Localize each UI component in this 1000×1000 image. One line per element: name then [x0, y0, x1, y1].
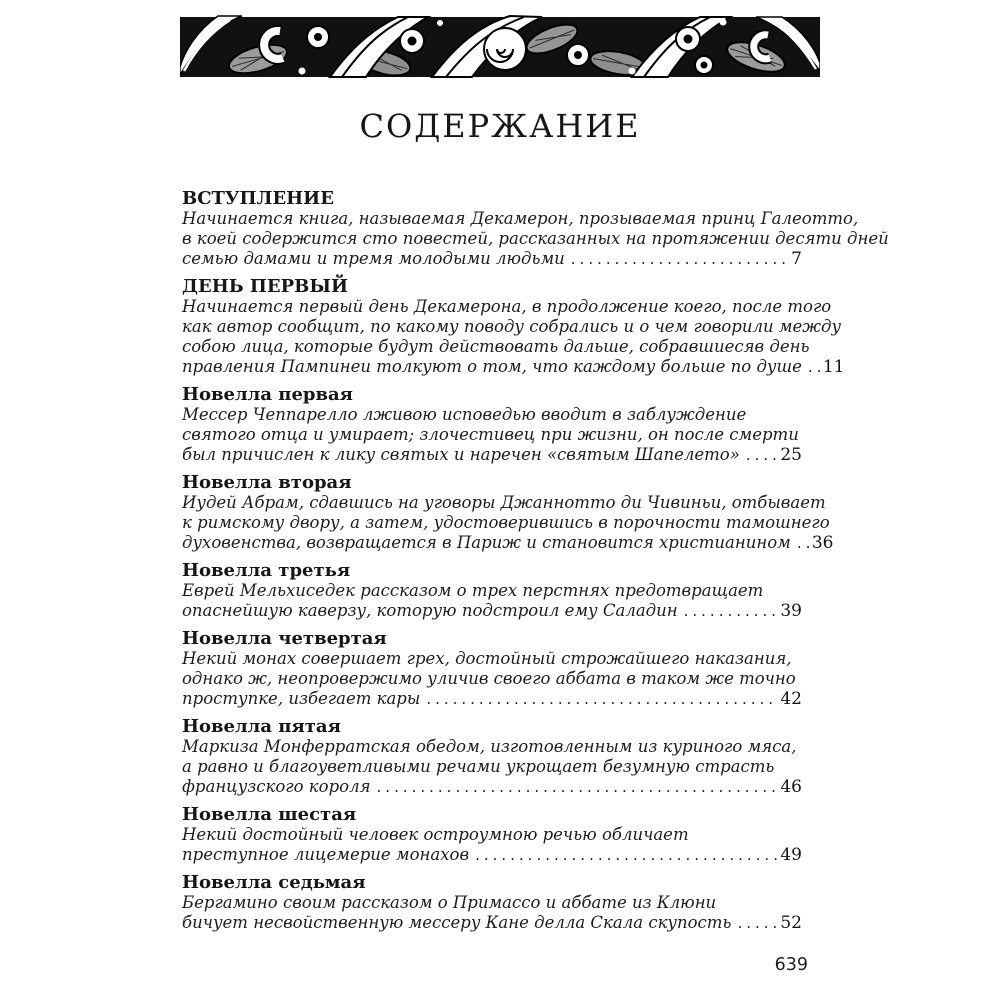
- entry-heading: ВСТУПЛЕНИЕ: [182, 188, 334, 209]
- toc-entry: [182, 188, 889, 269]
- entry-line: как автор сообщит, по какому поводу собрались и о чем говорили между: [182, 317, 842, 336]
- entry-page-number: 39: [780, 601, 802, 621]
- entry-page-number: 11: [822, 357, 845, 377]
- dot-leader: [808, 357, 820, 377]
- entry-line-text: семью дамами и тремя молодыми людьми: [182, 249, 565, 268]
- toc-entries: [182, 188, 889, 933]
- entry-lines: [182, 893, 802, 933]
- entry-heading: Новелла седьмая: [182, 872, 366, 893]
- entry-heading: ДЕНЬ ПЕРВЫЙ: [182, 276, 348, 297]
- entry-lines: [182, 581, 802, 621]
- entry-last-line: [182, 913, 802, 933]
- entry-heading: Новелла первая: [182, 384, 353, 405]
- entry-heading: Новелла четвертая: [182, 628, 387, 649]
- entry-line: собою лица, которые будут действовать дальше, собравшиесяв день: [182, 337, 810, 356]
- entry-line: Начинается первый день Декамерона, в продолжение коего, после того: [182, 297, 832, 316]
- entry-page-number: 7: [791, 249, 802, 269]
- page-title: СОДЕРЖАНИЕ: [359, 107, 641, 146]
- entry-lines: [182, 649, 802, 709]
- entry-last-line: [182, 777, 802, 797]
- entry-line-text: правления Пампинеи толкуют о том, что каждому больше по душе: [182, 357, 802, 376]
- floral-woodcut-band-icon: [180, 10, 820, 86]
- entry-heading: Новелла вторая: [182, 472, 352, 493]
- entry-lines: [182, 209, 889, 269]
- dot-leader: [746, 445, 778, 465]
- dot-leader: [475, 845, 777, 865]
- entry-last-line: [182, 601, 802, 621]
- entry-heading: Новелла пятая: [182, 716, 341, 737]
- entry-lines: [182, 493, 834, 553]
- entry-line: Некий монах совершает грех, достойный строжайшего наказания,: [182, 649, 792, 668]
- toc-entry: [182, 384, 802, 465]
- entry-lines: [182, 297, 845, 377]
- entry-last-line: [182, 357, 845, 377]
- toc-entry: [182, 472, 834, 553]
- entry-line: однако ж, неопровержимо уличив своего аббата в таком же точно: [182, 669, 796, 688]
- dot-leader: [377, 777, 778, 797]
- entry-line: Бергамино своим рассказом о Примассо и аббате из Клюни: [182, 893, 717, 912]
- entry-page-number: 46: [780, 777, 802, 797]
- entry-line-text: духовенства, возвращается в Париж и становится христианином: [182, 533, 791, 552]
- entry-line-text: проступке, избегает кары: [182, 689, 421, 708]
- entry-page-number: 25: [780, 445, 802, 465]
- entry-line: Еврей Мельхиседек рассказом о трех перстнях предотвращает: [182, 581, 764, 600]
- toc-entry: [182, 560, 802, 621]
- entry-line: к римскому двору, а затем, удостоверившись в порочности тамошнего: [182, 513, 830, 532]
- entry-heading: Новелла третья: [182, 560, 351, 581]
- entry-lines: [182, 737, 802, 797]
- entry-heading: Новелла шестая: [182, 804, 357, 825]
- entry-last-line: [182, 533, 834, 553]
- dot-leader: [571, 249, 788, 269]
- dot-leader: [426, 689, 777, 709]
- entry-line: святого отца и умирает; злочестивец при жизни, он после смерти: [182, 425, 799, 444]
- entry-line: Начинается книга, называемая Декамерон, прозываемая принц Галеотто,: [182, 209, 859, 228]
- entry-line-text: преступное лицемерие монахов: [182, 845, 470, 864]
- entry-line-text: бичует несвойственную мессеру Кане делла Скала скупость: [182, 913, 732, 932]
- entry-page-number: 36: [811, 533, 834, 553]
- entry-last-line: [182, 689, 802, 709]
- entry-line-text: опаснейшую каверзу, которую подстроил ему Саладин: [182, 601, 678, 620]
- entry-line: Иудей Абрам, сдавшись на уговоры Джаннотто ди Чивиньи, отбывает: [182, 493, 826, 512]
- entry-lines: [182, 405, 802, 465]
- entry-last-line: [182, 845, 802, 865]
- toc-entry: [182, 276, 845, 377]
- toc-entry: [182, 716, 802, 797]
- entry-page-number: 42: [780, 689, 802, 709]
- dot-leader: [684, 601, 778, 621]
- entry-line: Некий достойный человек остроумною речью обличает: [182, 825, 689, 844]
- toc-entry: [182, 628, 802, 709]
- entry-page-number: 52: [780, 913, 802, 933]
- dot-leader: [797, 533, 809, 553]
- entry-page-number: 49: [780, 845, 802, 865]
- entry-line: а равно и благоуветливыми речами укрощает безумную страсть: [182, 757, 775, 776]
- entry-last-line: [182, 445, 802, 465]
- folio-page-number: 639: [774, 955, 808, 975]
- entry-line: в коей содержится сто повестей, рассказанных на протяжении десяти дней: [182, 229, 889, 248]
- entry-last-line: [182, 249, 802, 269]
- entry-lines: [182, 825, 802, 865]
- dot-leader: [737, 913, 777, 933]
- toc-entry: [182, 804, 802, 865]
- toc-entry: [182, 872, 802, 933]
- table-of-contents: [182, 188, 889, 940]
- entry-line-text: был причислен к лику святых и наречен «святым Шапелето»: [182, 445, 740, 464]
- entry-line: Маркиза Монферратская обедом, изготовленным из куриного мяса,: [182, 737, 797, 756]
- entry-line-text: французского короля: [182, 777, 371, 796]
- entry-line: Мессер Чеппарелло лживою исповедью вводит в заблуждение: [182, 405, 747, 424]
